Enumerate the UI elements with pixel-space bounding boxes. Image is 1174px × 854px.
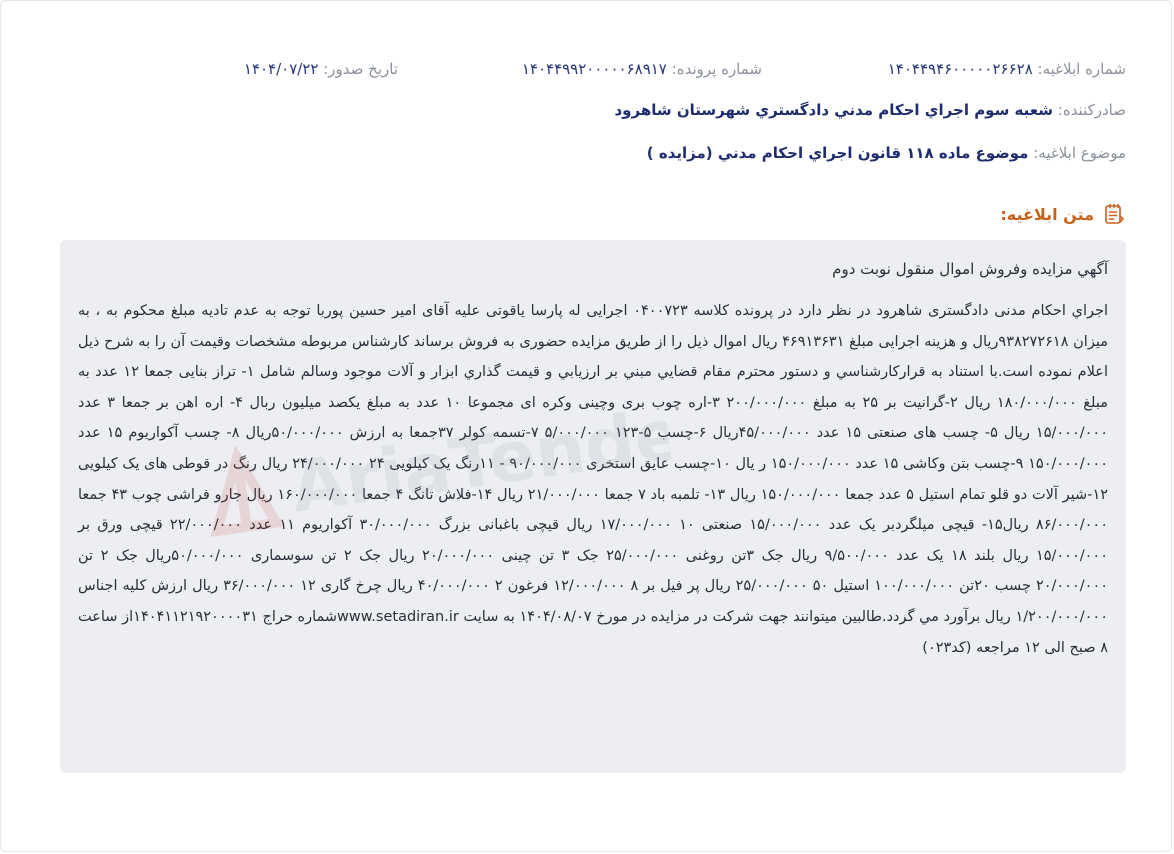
issue-date-value: ۱۴۰۴/۰۷/۲۲ [243, 60, 319, 78]
case-number-label: شماره پرونده: [671, 60, 762, 78]
subject-label: موضوع ابلاغيه: [1033, 144, 1126, 162]
notice-heading: آگهي مزايده وفروش اموال منقول نوبت دوم [832, 260, 1108, 278]
issue-date [244, 60, 398, 78]
issuer-value: شعبه سوم اجراي احکام مدني دادگستري شهرستان شاهرود [614, 101, 1053, 119]
notice-text-label: متن ابلاغيه: [1000, 204, 1094, 224]
notice-number-label: شماره ابلاغيه: [1037, 60, 1126, 78]
notice-body: اجراي احکام مدنی دادگستری شاهرود در نظر دارد در پرونده کلاسه ۰۴۰۰۷۲۳ اجرایی له پارسا یاقوتی علیه آقای امیر حسین پوربا توجه به عدم تادیه مبلغ محکوم به ، به میزان ۹۳۸۲۷۲۶۱۸ریال و هزینه اجرایی مبلغ ۴۶۹۱۳۶۳۱ ریال اموال ذیل را از طریق مزایده حضوری به فروش برساند کارشناس مربوطه مشخصات وقیمت آن را به شرح ذیل اعلام نموده است.با استناد به قرارکارشناسي و دستور محترم مقام قضايي مبني بر ارزيابي و قيمت گذاري ابزار و آلات موجود وسالم شامل ۱- تراز بنایی جمعا ۱۲ عدد به مبلغ ۱۸۰/۰۰۰/۰۰۰ ریال ۲-گرانیت بر ۲۵ به مبلغ ۲۰۰/۰۰۰/۰۰۰ ۳-اره چوب بری وچینی وکره ای مجموعا ۱۰ عدد به مبلغ یکصد میلیون ربال ۴- اره اهن بر جمعا ۳ عدد ۱۵/۰۰۰/۰۰۰ ریال ۵- چسب های صنعتی ۱۵ عدد ۴۵/۰۰۰/۰۰۰ریال ۶-چسب ۵-۱۲۳ ۵/۰۰۰/۰۰۰ ۷-تسمه کولر ۳۷جمعا به ارزش ۵۰/۰۰۰/۰۰۰ریال ۸- چسب آکواریوم ۱۵ عدد ۱۵۰/۰۰۰/۰۰۰ ۹-چسب بتن وکاشی ۱۵ عدد ۱۵۰/۰۰۰/۰۰۰ ر یال ۱۰-چسب عایق استخری ۹۰/۰۰۰/۰۰۰ - ۱۱رنگ یک کیلویی ۲۴ ۲۴/۰۰۰/۰۰۰ ریال رنگ در قوطی های یک کیلویی ۱۲-شیر آلات دو قلو تمام استیل ۵ عدد جمعا ۱۵۰/۰۰۰/۰۰۰ ریال ۱۳- تلمبه باد ۷ جمعا ۲۱/۰۰۰/۰۰۰ ریال ۱۴-فلاش تانگ ۴ جمعا ۱۶۰/۰۰۰/۰۰۰ ریال جارو فراشی چوب ۴۳ جمعا ۸۶/۰۰۰/۰۰۰ ریال۱۵- قیچی میلگردبر یک عدد ۱۵/۰۰۰/۰۰۰ صنعتی ۱۰ ۱۷/۰۰۰/۰۰۰ ریال قیچی باغبانی بزرگ ۳۰/۰۰۰/۰۰۰ آکواریوم ۱۱ عدد ۲۲/۰۰۰/۰۰۰ قیچی ورق بر ۱۵/۰۰۰/۰۰۰ ریال بلند ۱۸ یک عدد ۹/۵۰۰/۰۰۰ ریال جک ۳تن روغنی ۲۵/۰۰۰/۰۰۰ جک ۳ تن چینی ۲۰/۰۰۰/۰۰۰ ریال جک ۲ تن سوسماری ۵۰/۰۰۰/۰۰۰ریال جک ۲ تن ۲۰/۰۰۰/۰۰۰ چسب ۲۰تن ۱۰۰/۰۰۰/۰۰۰ استیل ۵۰ ۲۵/۰۰۰/۰۰۰ ریال پر فیل بر ۸ ۱۲/۰۰۰/۰۰۰ فرغون ۲ ۴۰/۰۰۰/۰۰۰ ریال چرخ گاری ۱۲ ۳۶/۰۰۰/۰۰۰ ریال ارزش کلیه اجناس ۱/۲۰۰/۰۰۰/۰۰۰ ریال برآورد مي گردد.طالبین میتوانند جهت شرکت در مزایده در مورخ ۱۴۰۴/۰۸/۰۷ به سایت www.setadiran.irشماره حراج ۱۴۰۴۱۱۲۱۹۲۰۰۰۰۳۱از ساعت ۸ صبح الی ۱۲ مراجعه (کد۰۲۳) [78, 303, 1109, 656]
case-number-value: ۱۴۰۴۴۹۹۲۰۰۰۰۰۶۸۹۱۷ [521, 60, 667, 78]
case-number [522, 60, 762, 78]
meta-row-numbers [60, 60, 1126, 82]
notice-text-panel [60, 240, 1126, 773]
subject-row [60, 144, 1126, 162]
issuer-row [60, 101, 1126, 119]
notice-number [888, 60, 1126, 78]
issuer-label: صادرکننده: [1057, 101, 1126, 119]
notice-number-value: ۱۴۰۴۴۹۴۶۰۰۰۰۰۲۶۶۲۸ [887, 60, 1033, 78]
notice-text-title [1000, 202, 1126, 226]
subject-value: موضوع ماده ۱۱۸ قانون اجراي احکام مدني (مزايده ) [646, 144, 1029, 162]
document-icon [1102, 202, 1126, 226]
issue-date-label: تاريخ صدور: [323, 60, 398, 78]
